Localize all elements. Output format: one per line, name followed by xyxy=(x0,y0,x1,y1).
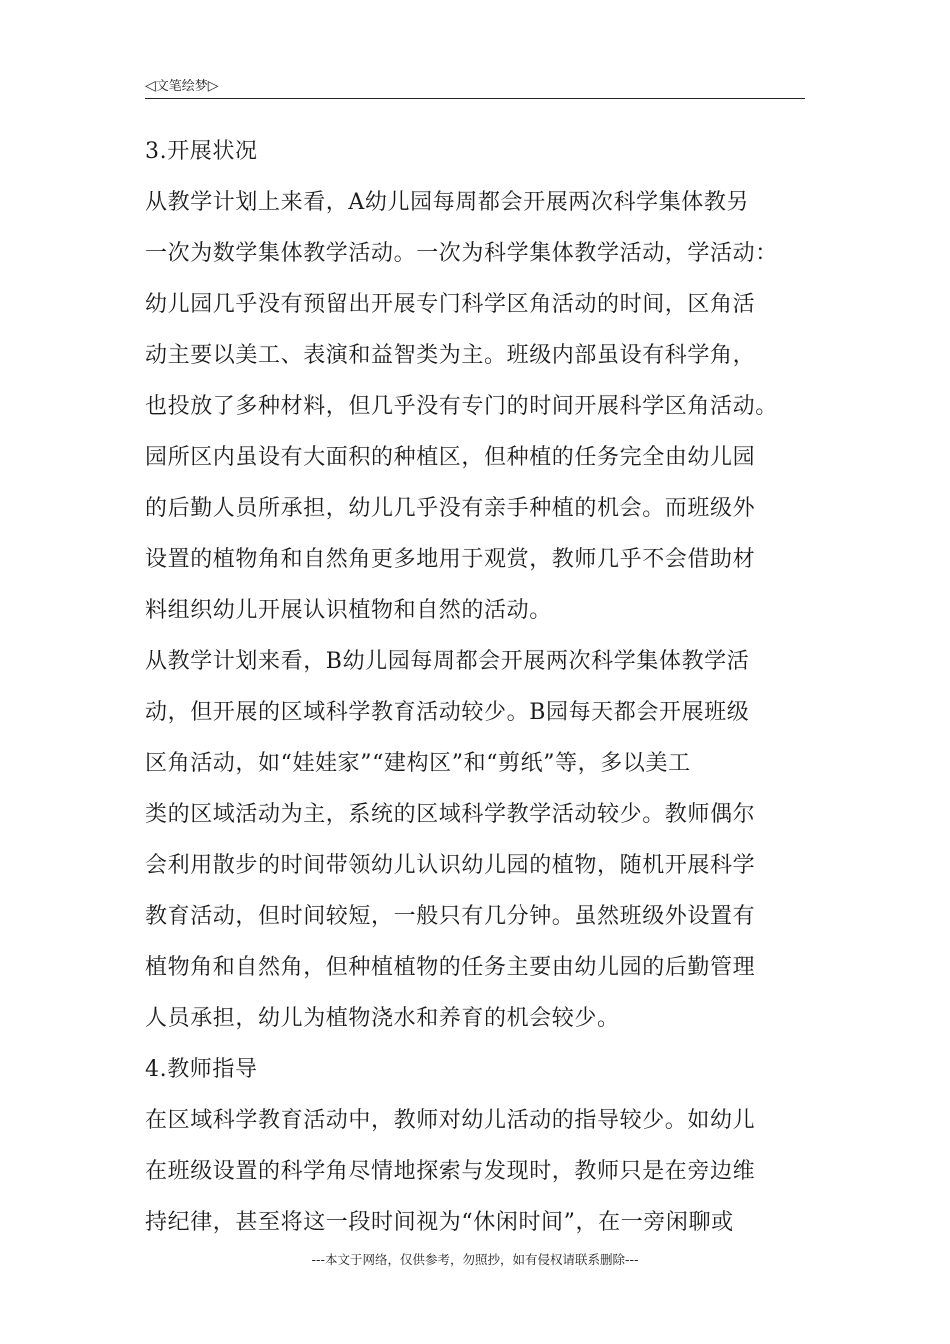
text-line: 料组织幼儿开展认识植物和自然的活动。 xyxy=(145,598,552,623)
text-line: 一次为数学集体教学活动。一次为科学集体教学活动，学活动： xyxy=(145,241,778,266)
text-line: 也投放了多种材料，但几乎没有专门的时间开展科学区角活动。 xyxy=(145,394,778,419)
text-line: 从教学计划来看，B幼儿园每周都会开展两次科学集体教学活 xyxy=(145,649,750,674)
section-heading-4: 4.教师指导 xyxy=(145,1057,258,1082)
text-line: 设置的植物角和自然角更多地用于观赏，教师几乎不会借助材 xyxy=(145,547,756,572)
page-footer: ---本文于网络，仅供参考，勿照抄，如有侵权请联系删除--- xyxy=(311,1252,639,1267)
left-triangle-icon: ◁ xyxy=(145,78,156,94)
document-body xyxy=(145,126,810,1248)
text-line: 幼儿园几乎没有预留出开展专门科学区角活动的时间，区角活 xyxy=(145,292,756,317)
text-line: 在班级设置的科学角尽情地探索与发现时，教师只是在旁边维 xyxy=(145,1159,756,1184)
text-line: 持纪律，甚至将这一段时间视为“休闲时间”，在一旁闲聊或 xyxy=(145,1210,734,1235)
text-line: 从教学计划上来看，A幼儿园每周都会开展两次科学集体教另 xyxy=(145,190,750,215)
section-heading-3: 3.开展状况 xyxy=(145,139,258,164)
text-line: 动主要以美工、表演和益智类为主。班级内部虽设有科学角， xyxy=(145,343,756,368)
text-line: 人员承担，幼儿为植物浇水和养育的机会较少。 xyxy=(145,1006,620,1031)
text-line: 的后勤人员所承担，幼儿几乎没有亲手种植的机会。而班级外 xyxy=(145,496,756,521)
text-line: 动，但开展的区域科学教育活动较少。B园每天都会开展班级 xyxy=(145,700,750,725)
text-line: 区角活动，如“娃娃家”“建构区”和“剪纸”等，多以美工 xyxy=(145,751,691,776)
header-title: 文笔绘梦 xyxy=(155,79,208,94)
text-line: 在区域科学教育活动中，教师对幼儿活动的指导较少。如幼儿 xyxy=(145,1108,756,1133)
text-line: 类的区域活动为主，系统的区域科学教学活动较少。教师偶尔 xyxy=(145,802,756,827)
text-line: 园所区内虽设有大面积的种植区，但种植的任务完全由幼儿园 xyxy=(145,445,756,470)
text-line: 会利用散步的时间带领幼儿认识幼儿园的植物，随机开展科学 xyxy=(145,853,756,878)
right-triangle-icon: ▷ xyxy=(207,78,219,94)
text-line: 植物角和自然角，但种植植物的任务主要由幼儿园的后勤管理 xyxy=(145,955,756,980)
page-header xyxy=(145,76,805,99)
text-line: 教育活动，但时间较短，一般只有几分钟。虽然班级外设置有 xyxy=(145,904,756,929)
